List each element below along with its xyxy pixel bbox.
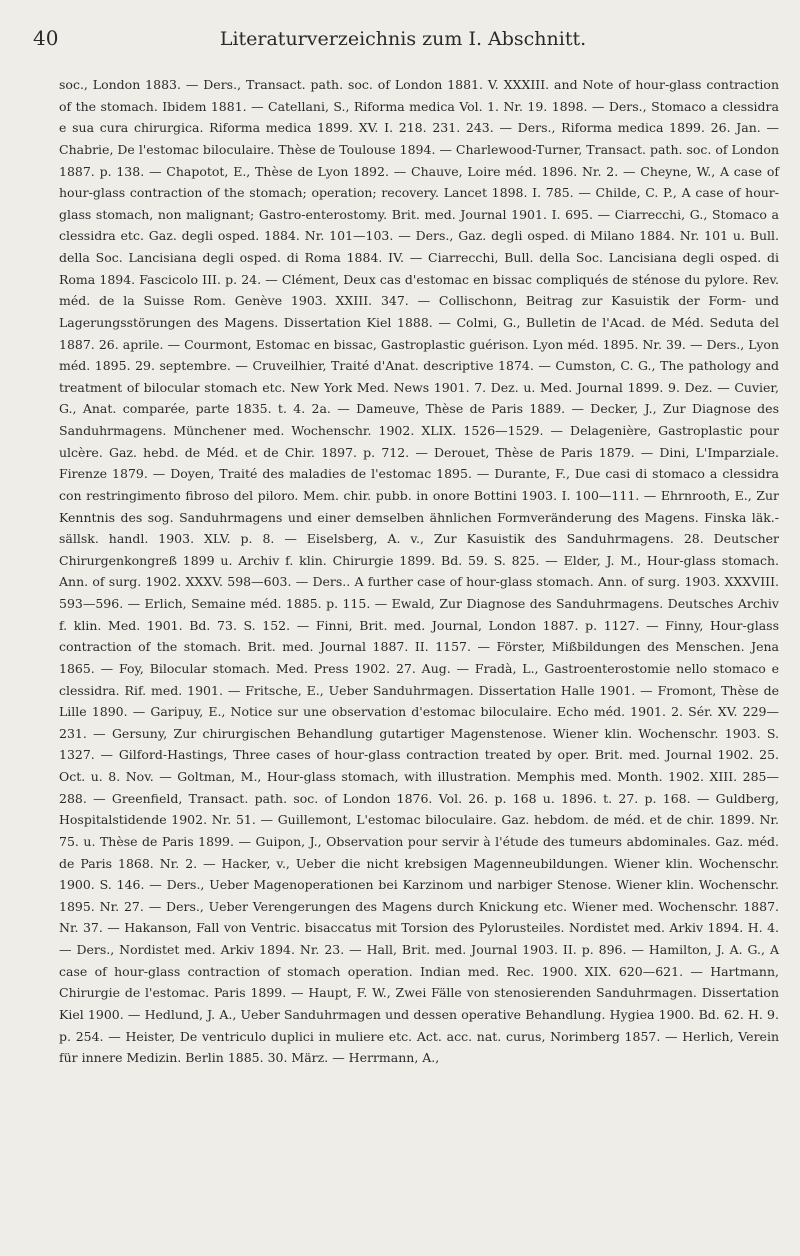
- page-number: 40: [33, 26, 59, 50]
- page-header: [33, 26, 773, 50]
- bibliography-text: [59, 74, 779, 1069]
- running-title: Literaturverzeichnis zum I. Abschnitt.: [219, 28, 587, 50]
- bibliography-paragraph: soc., London 1883. — Ders., Transact. path. soc. of London 1881. V. XXXIII. and Note of hour-glass contraction of the stomach. Ibidem 1881. — Catellani, S., Riforma medica Vol. 1. Nr. 19. 1898. — Ders., Stomaco a clessidra e sua cura chirurgica. Riforma medica 1899. XV. I. 218. 231. 243. — Ders., Riforma medica 1899. 26. Jan. — Chabrie, De l'estomac biloculaire. Thèse de Toulouse 1894. — Charlewood-Turner, Transact. path. soc. of London 1887. p. 138. — Chapotot, E., Thèse de Lyon 1892. — Chauve, Loire méd. 1896. Nr. 2. — Cheyne, W., A case of hour-glass contraction of the stomach; operation; recovery. Lancet 1898. I. 785. — Childe, C. P., A case of hour-glass stomach, non malignant; Gastro-enterostomy. Brit. med. Journal 1901. I. 695. — Ciarrecchi, G., Stomaco a clessidra etc. Gaz. degli osped. 1884. Nr. 101—103. — Ders., Gaz. degli osped. di Milano 1884. Nr. 101 u. Bull. della Soc. Lancisiana degli osped. di Roma 1884. IV. — Ciarrecchi, Bull. della Soc. Lancisiana degli osped. di Roma 1894. Fascicolo III. p. 24. — Clément, Deux cas d'estomac en bissac compliqués de sténose du pylore. Rev. méd. de la Suisse Rom. Genève 1903. XXIII. 347. — Collischonn, Beitrag zur Kasuistik der Form- und Lagerungsstörungen des Magens. Dissertation Kiel 1888. — Colmi, G., Bulletin de l'Acad. de Méd. Seduta del 1887. 26. aprile. — Courmont, Estomac en bissac, Gastroplastic guérison. Lyon méd. 1895. Nr. 39. — Ders., Lyon méd. 1895. 29. septembre. — Cruveilhier, Traité d'Anat. descriptive 1874. — Cumston, C. G., The pathology and treatment of bilocular stomach etc. New York Med. News 1901. 7. Dez. u. Med. Journal 1899. 9. Dez. — Cuvier, G., Anat. comparée, parte 1835. t. 4. 2a. — Dameuve, Thèse de Paris 1889. — Decker, J., Zur Diagnose des Sanduhrmagens. Münchener med. Wochenschr. 1902. XLIX. 1526—1529. — Delagenière, Gastroplastic pour ulcère. Gaz. hebd. de Méd. et de Chir. 1897. p. 712. — Derouet, Thèse de Paris 1879. — Dini, L'Imparziale. Firenze 1879. — Doyen, Traité des maladies de l'estomac 1895. — Durante, F., Due casi di stomaco a clessidra con restringimento fibroso del piloro. Mem. chir. pubb. in onore Bottini 1903. I. 100—111. — Ehrnrooth, E., Zur Kenntnis des sog. Sanduhrmagens und einer demselben ähnlichen Formveränderung des Magens. Finska läk.-sällsk. handl. 1903. XLV. p. 8. — Eiselsberg, A. v., Zur Kasuistik des Sanduhrmagens. 28. Deutscher Chirurgenkongreß 1899 u. Archiv f. klin. Chirurgie 1899. Bd. 59. S. 825. — Elder, J. M., Hour-glass stomach. Ann. of surg. 1902. XXXV. 598—603. — Ders.. A further case of hour-glass stomach. Ann. of surg. 1903. XXXVIII. 593—596. — Erlich, Semaine méd. 1885. p. 115. — Ewald, Zur Diagnose des Sanduhrmagens. Deutsches Archiv f. klin. Med. 1901. Bd. 73. S. 152. — Finni, Brit. med. Journal, London 1887. p. 1127. — Finny, Hour-glass contraction of the stomach. Brit. med. Journal 1887. II. 1157. — Förster, Mißbildungen des Menschen. Jena 1865. — Foy, Bilocular stomach. Med. Press 1902. 27. Aug. — Fradà, L., Gastroenterostomie nello stomaco e clessidra. Rif. med. 1901. — Fritsche, E., Ueber Sanduhrmagen. Dissertation Halle 1901. — Fromont, Thèse de Lille 1890. — Garipuy, E., Notice sur une observation d'estomac biloculaire. Echo méd. 1901. 2. Sér. XV. 229—231. — Gersuny, Zur chirurgischen Behandlung gutartiger Magenstenose. Wiener klin. Wochenschr. 1903. S. 1327. — Gilford-Hastings, Three cases of hour-glass contraction treated by oper. Brit. med. Journal 1902. 25. Oct. u. 8. Nov. — Goltman, M., Hour-glass stomach, with illustration. Memphis med. Month. 1902. XIII. 285—288. — Greenfield, Transact. path. soc. of London 1876. Vol. 26. p. 168 u. 1896. t. 27. p. 168. — Guldberg, Hospitalstidende 1902. Nr. 51. — Guillemont, L'estomac biloculaire. Gaz. hebdom. de méd. et de chir. 1899. Nr. 75. u. Thèse de Paris 1899. — Guipon, J., Observation pour servir à l'étude des tumeurs abdominales. Gaz. méd. de Paris 1868. Nr. 2. — Hacker, v., Ueber die nicht krebsigen Magenneubildungen. Wiener klin. Wochenschr. 1900. S. 146. — Ders., Ueber Magenoperationen bei Karzinom und narbiger Stenose. Wiener klin. Wochenschr. 1895. Nr. 27. — Ders., Ueber Verengerungen des Magens durch Knickung etc. Wiener med. Wochenschr. 1887. Nr. 37. — Hakanson, Fall von Ventric. bisaccatus mit Torsion des Pylorusteiles. Nordistet med. Arkiv 1894. H. 4. — Ders., Nordistet med. Arkiv 1894. Nr. 23. — Hall, Brit. med. Journal 1903. II. p. 896. — Hamilton, J. A. G., A case of hour-glass contraction of stomach operation. Indian med. Rec. 1900. XIX. 620—621. — Hartmann, Chirurgie de l'estomac. Paris 1899. — Haupt, F. W., Zwei Fälle von stenosierenden Sanduhrmagen. Dissertation Kiel 1900. — Hedlund, J. A., Ueber Sanduhrmagen und dessen operative Behandlung. Hygiea 1900. Bd. 62. H. 9. p. 254. — Heister, De ventriculo duplici in muliere etc. Act. acc. nat. curus, Norimberg 1857. — Herlich, Verein für innere Medizin. Berlin 1885. 30. März. — Herrmann, A.,: [59, 77, 779, 1066]
